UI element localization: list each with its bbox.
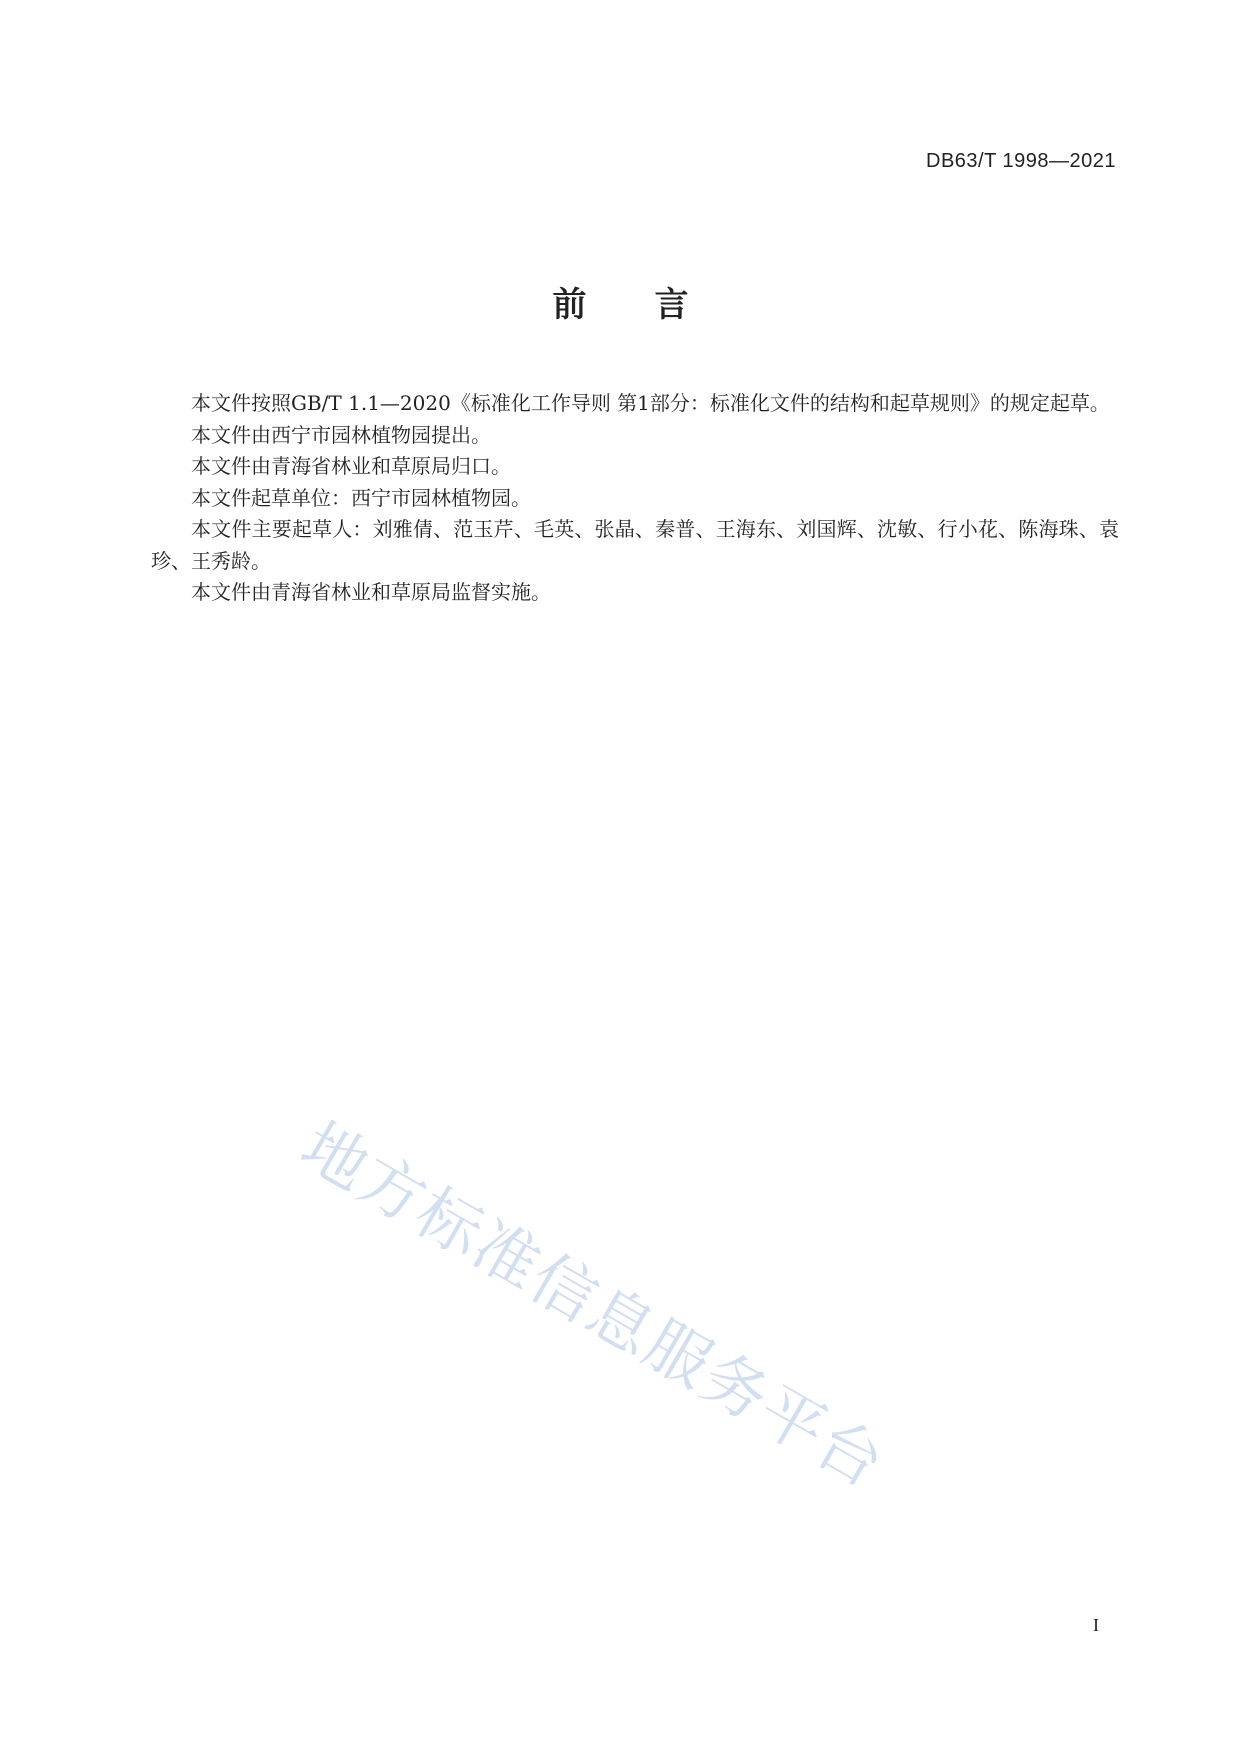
title-char-2: 言: [654, 285, 689, 325]
page-title: [0, 277, 1241, 326]
title-char-1: 前: [552, 285, 587, 325]
paragraph-drafting-rules: 本文件按照GB/T 1.1—2020《标准化工作导则 第1部分：标准化文件的结构和起草规则》的规定起草。: [191, 391, 1110, 415]
paragraph-drafting-unit: 本文件起草单位：西宁市园林植物园。: [191, 485, 531, 510]
foreword-body: [151, 388, 1119, 609]
paragraph-supervision: 本文件由青海省林业和草原局监督实施。: [191, 580, 551, 604]
watermark: 地方标准信息服务平台: [288, 1109, 898, 1504]
paragraph-centralized: 本文件由青海省林业和草原局归口。: [191, 454, 511, 478]
paragraph-drafters: 本文件主要起草人：刘雅倩、范玉芹、毛英、张晶、秦普、王海东、刘国辉、沈敏、行小花、陈海珠、袁珍、王秀龄。: [151, 517, 1119, 573]
document-code: DB63/T 1998—2021: [926, 150, 1116, 172]
page-number: I: [1093, 1615, 1099, 1635]
paragraph-proposer: 本文件由西宁市园林植物园提出。: [191, 422, 491, 447]
